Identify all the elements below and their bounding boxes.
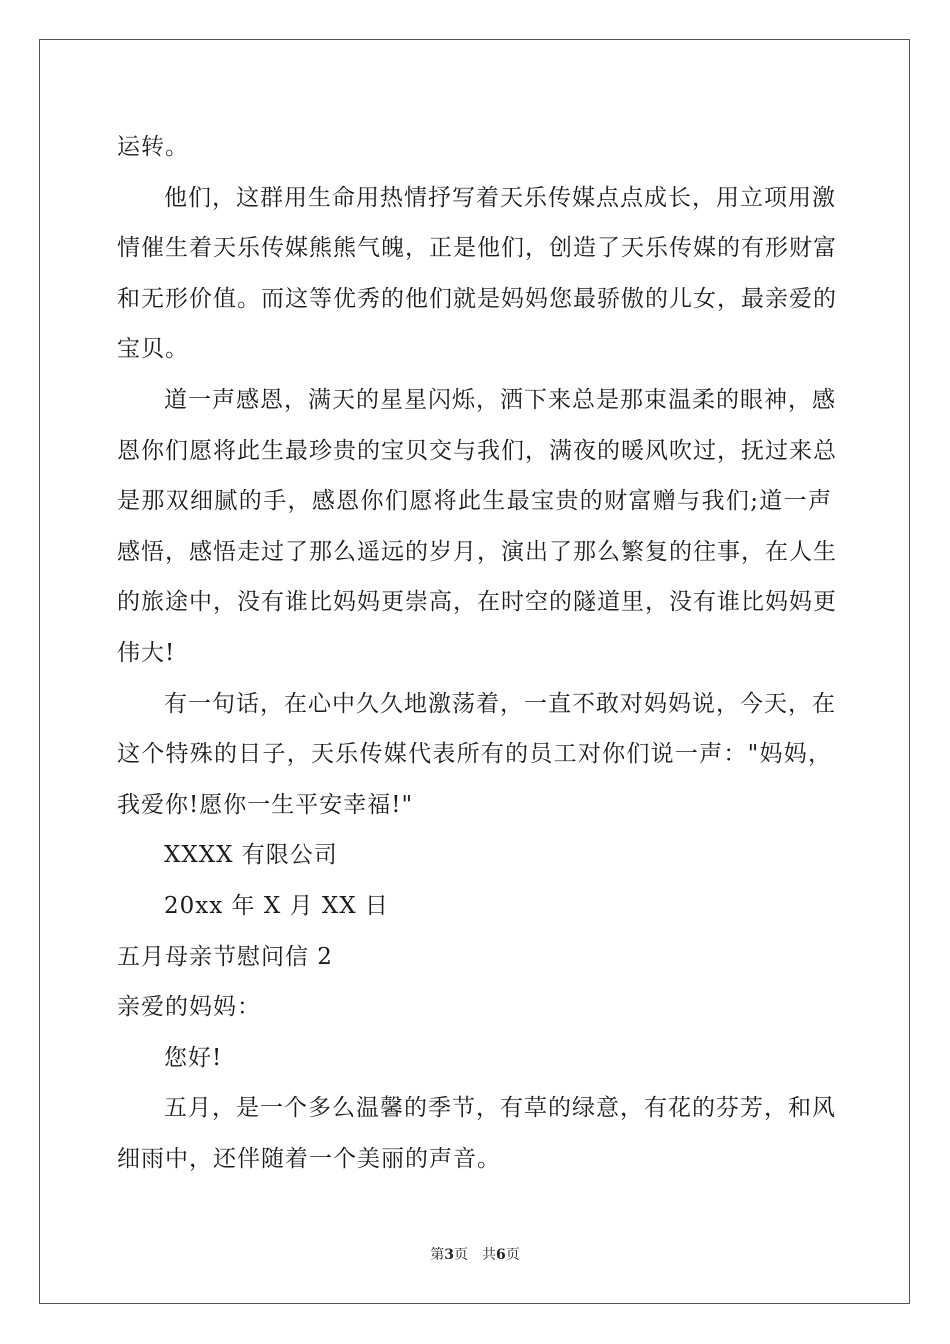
text-line: 和无形价值。而这等优秀的他们就是妈妈您最骄傲的儿女，最亲爱的 bbox=[117, 286, 837, 312]
page-total: 6 bbox=[496, 1247, 506, 1263]
page-suffix: 页 bbox=[454, 1247, 468, 1263]
text-line: 的旅途中，没有谁比妈妈更崇高，在时空的隧道里，没有谁比妈妈更 bbox=[117, 589, 837, 615]
paragraph-start-line: 他们，这群用生命用热情抒写着天乐传媒点点成长，用立项用激 bbox=[164, 185, 836, 211]
text-line: 细雨中，还伴随着一个美丽的声音。 bbox=[117, 1146, 501, 1172]
total-prefix: 共 bbox=[482, 1247, 496, 1263]
paragraph-start-line: 有一句话，在心中久久地激荡着，一直不敢对妈妈说，今天，在 bbox=[164, 691, 836, 717]
signature-date: 20xx 年 X 月 XX 日 bbox=[164, 893, 389, 919]
letter-greeting: 您好! bbox=[164, 1045, 223, 1071]
total-suffix: 页 bbox=[505, 1247, 520, 1263]
letter-salutation: 亲爱的妈妈： bbox=[117, 994, 261, 1020]
page-footer bbox=[0, 1245, 950, 1265]
text-line: 运转。 bbox=[117, 134, 189, 160]
signature-company: XXXX 有限公司 bbox=[164, 842, 338, 868]
text-line: 是那双细腻的手，感恩你们愿将此生最宝贵的财富赠与我们;道一声 bbox=[117, 488, 832, 514]
text-line: 我爱你!愿你一生平安幸福!" bbox=[117, 792, 414, 818]
page-current: 3 bbox=[444, 1247, 454, 1263]
text-line: 宝贝。 bbox=[117, 336, 189, 362]
paragraph-start-line: 道一声感恩，满天的星星闪烁，洒下来总是那束温柔的眼神，感 bbox=[164, 387, 836, 413]
page-prefix: 第 bbox=[430, 1247, 445, 1263]
text-line: 感悟，感悟走过了那么遥远的岁月，演出了那么繁复的往事，在人生 bbox=[117, 539, 837, 565]
text-line: 情催生着天乐传媒熊熊气魄，正是他们，创造了天乐传媒的有形财富 bbox=[117, 235, 837, 261]
paragraph-start-line: 五月，是一个多么温馨的季节，有草的绿意，有花的芬芳，和风 bbox=[164, 1095, 836, 1121]
text-line: 恩你们愿将此生最珍贵的宝贝交与我们，满夜的暖风吹过，抚过来总 bbox=[117, 438, 837, 464]
text-line: 这个特殊的日子，天乐传媒代表所有的员工对你们说一声："妈妈， bbox=[117, 741, 832, 767]
text-line: 伟大! bbox=[117, 640, 176, 666]
section-title: 五月母亲节慰问信 2 bbox=[117, 944, 333, 970]
